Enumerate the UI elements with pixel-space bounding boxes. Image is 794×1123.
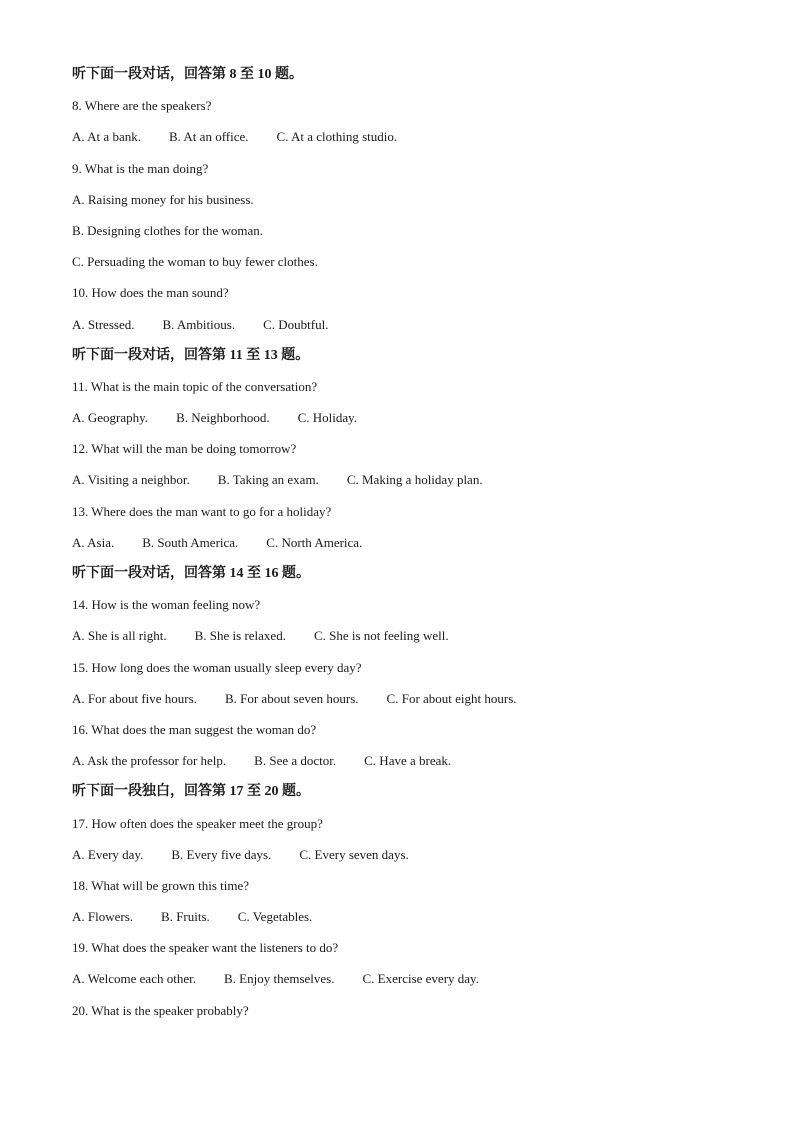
answer-option: A. Visiting a neighbor. [72, 472, 190, 488]
answer-options-row [72, 904, 732, 935]
answer-options-row [72, 405, 732, 436]
document-page [72, 62, 732, 1029]
question-text: 12. What will the man be doing tomorrow? [72, 441, 297, 457]
answer-options-row [72, 966, 732, 997]
answer-option: C. At a clothing studio. [276, 129, 398, 145]
answer-options-row [72, 686, 732, 717]
question-text: 14. How is the woman feeling now? [72, 597, 261, 613]
answer-option: B. Taking an exam. [217, 472, 319, 488]
answer-option: C. Have a break. [364, 753, 452, 769]
section-heading: 听下面一段对话，回答第 14 至 16 题。 [72, 566, 310, 581]
answer-option: A. Stressed. [72, 316, 135, 332]
question-text: 16. What does the man suggest the woman do? [72, 721, 317, 737]
answer-option: C. For about eight hours. [386, 690, 517, 706]
question-text: 15. How long does the woman usually sleep every day? [72, 659, 362, 675]
answer-option: B. Neighborhood. [176, 410, 270, 426]
answer-options-row [72, 623, 732, 654]
question-text: 11. What is the main topic of the conversation? [72, 378, 318, 394]
answer-options-row [72, 124, 732, 155]
answer-option: B. South America. [142, 534, 239, 550]
answer-option: C. She is not feeling well. [313, 628, 449, 644]
answer-option: A. Welcome each other. [72, 971, 196, 987]
section-heading: 听下面一段独白，回答第 17 至 20 题。 [72, 784, 310, 800]
question-text: 18. What will be grown this time? [72, 877, 250, 893]
question-text: 8. Where are the speakers? [72, 98, 212, 114]
answer-option: B. Ambitious. [162, 316, 236, 332]
question-text: 17. How often does the speaker meet the group? [72, 815, 323, 831]
answer-option: B. Designing clothes for the woman. [72, 222, 263, 238]
answer-options-row [72, 312, 732, 343]
answer-option: C. Holiday. [297, 410, 358, 426]
answer-option: C. North America. [266, 534, 363, 550]
answer-option: C. Doubtful. [263, 316, 329, 332]
section-heading: 听下面一段对话，回答第 8 至 10 题。 [72, 67, 303, 82]
answer-option: A. Ask the professor for help. [72, 753, 227, 769]
answer-option: A. At a bank. [72, 129, 141, 145]
answer-option: B. Every five days. [171, 846, 272, 862]
answer-options-row [72, 467, 732, 498]
question-text: 19. What does the speaker want the listeners to do? [72, 940, 339, 956]
answer-option: A. Geography. [72, 410, 149, 426]
answer-options-row [72, 530, 732, 561]
answer-option: A. For about five hours. [72, 690, 197, 706]
answer-option: C. Every seven days. [299, 846, 409, 862]
section-heading: 听下面一段对话，回答第 11 至 13 题。 [72, 347, 310, 363]
answer-option: C. Persuading the woman to buy fewer clothes. [72, 254, 318, 270]
answer-option: C. Vegetables. [237, 909, 313, 925]
answer-options-row [72, 748, 732, 779]
question-text: 13. Where does the man want to go for a holiday? [72, 503, 332, 519]
question-text: 9. What is the man doing? [72, 160, 209, 176]
answer-option: B. Fruits. [161, 909, 210, 925]
answer-option: B. For about seven hours. [224, 690, 359, 706]
answer-option: A. Raising money for his business. [72, 191, 254, 207]
answer-options-row [72, 842, 732, 873]
answer-option: A. Every day. [72, 846, 144, 862]
question-text: 20. What is the speaker probably? [72, 1002, 249, 1018]
answer-option: C. Making a holiday plan. [346, 472, 483, 488]
answer-option: A. Flowers. [72, 909, 134, 925]
answer-option: B. Enjoy themselves. [223, 971, 335, 987]
answer-option: A. She is all right. [72, 628, 167, 644]
answer-option: B. She is relaxed. [194, 628, 286, 644]
answer-option: B. At an office. [168, 129, 249, 145]
answer-option: B. See a doctor. [254, 753, 337, 769]
answer-option: A. Asia. [72, 534, 115, 550]
answer-option: C. Exercise every day. [362, 971, 479, 987]
question-text: 10. How does the man sound? [72, 285, 229, 301]
